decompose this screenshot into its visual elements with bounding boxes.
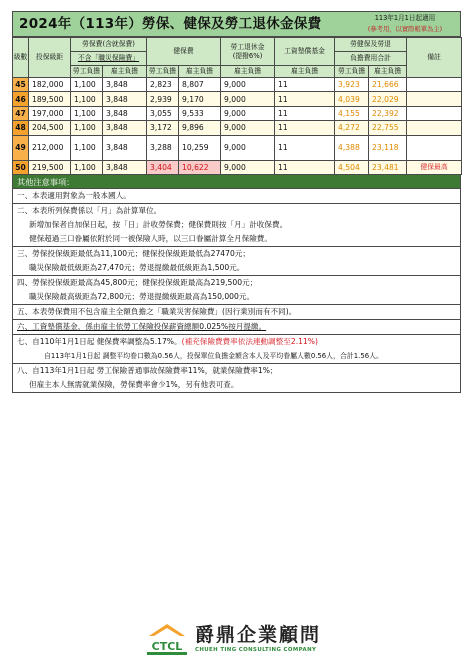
wage-fund-cell: 11	[275, 160, 335, 174]
note-8-text: 八、自113年1月1日起 勞工保險普通事故保險費率11%，就業保險費率1%；	[17, 365, 278, 375]
table-row	[13, 135, 462, 160]
labor-worker-cell: 1,100	[71, 106, 103, 120]
health-employer-cell: 8,807	[179, 78, 221, 92]
company-name-en: CHUEH TING CONSULTING COMPANY	[195, 646, 317, 653]
header-labor-worker: 勞工負擔	[71, 66, 103, 78]
labor-worker-cell: 1,100	[71, 92, 103, 106]
salary-cell: 189,500	[29, 92, 71, 106]
reference-note: (參考用，以實際帳單為主)	[367, 26, 443, 33]
company-logo	[147, 618, 327, 660]
page-title: 2024年（113年）勞保、健保及勞工退休金保費	[19, 16, 322, 32]
header-combined: 勞健保及勞退	[335, 38, 407, 52]
table-row	[13, 121, 462, 135]
labor-worker-cell: 1,100	[71, 121, 103, 135]
note-7a-text: 自113年1月1日起 調整平均眷口數為0.56人，投保單位負擔金額含本人及平均眷屬人數0.56人，合計1.56人。	[44, 351, 383, 360]
premium-sheet	[12, 11, 461, 393]
health-worker-cell: 3,288	[147, 135, 179, 160]
pension-cell: 9,000	[221, 92, 275, 106]
header-health-insurance: 健保費	[147, 38, 221, 66]
labor-employer-cell: 3,848	[103, 135, 147, 160]
notes-title: 其他注意事項：	[12, 175, 461, 189]
table-row	[13, 92, 462, 106]
header-excluding-occupational	[71, 52, 147, 66]
grade-cell: 46	[13, 92, 29, 106]
health-employer-cell: 10,259	[179, 135, 221, 160]
title-note	[350, 12, 460, 36]
notes-section	[12, 189, 461, 393]
wage-fund-cell: 11	[275, 121, 335, 135]
header-fund-employer: 雇主負擔	[275, 66, 335, 78]
total-employer-cell: 22,029	[369, 92, 407, 106]
health-worker-cell: 2,823	[147, 78, 179, 92]
header-combined-sub: 負擔費用合計	[335, 52, 407, 66]
header-health-employer: 雇主負擔	[179, 66, 221, 78]
header-remark: 備註	[407, 38, 462, 78]
title-bar	[12, 11, 461, 37]
header-grade: 級數	[13, 38, 29, 78]
header-pension-label: 勞工退休金	[230, 42, 265, 51]
labor-employer-cell: 3,848	[103, 92, 147, 106]
ctcl-logo-icon	[147, 622, 187, 656]
labor-worker-cell: 1,100	[71, 78, 103, 92]
labor-employer-cell: 3,848	[103, 160, 147, 174]
note-3	[13, 247, 460, 276]
total-employer-cell: 22,755	[369, 121, 407, 135]
table-row	[13, 160, 462, 174]
logo-mark-text: CTCL	[151, 640, 183, 653]
labor-employer-cell: 3,848	[103, 78, 147, 92]
header-total-employer: 雇主負擔	[369, 66, 407, 78]
header-labor-employer: 雇主負擔	[103, 66, 147, 78]
effective-date: 113年1月1日起適用	[374, 14, 436, 22]
note-4-text: 四、勞保投保級距最高為45,800元；健保投保級距最高為219,500元；	[17, 277, 258, 287]
note-7	[13, 335, 460, 364]
health-worker-cell: 3,055	[147, 106, 179, 120]
health-employer-cell: 9,896	[179, 121, 221, 135]
header-health-worker: 勞工負擔	[147, 66, 179, 78]
total-employer-cell: 23,118	[369, 135, 407, 160]
remark-cell	[407, 78, 462, 92]
salary-cell: 204,500	[29, 121, 71, 135]
note-5-text: 五、本表勞保費用不包含雇主全額負擔之「職業災害保險費」(因行業別而有不同)。	[17, 306, 297, 316]
grade-cell: 49	[13, 135, 29, 160]
header-pension	[221, 38, 275, 66]
note-2	[13, 204, 460, 247]
note-1	[13, 189, 460, 204]
remark-cell: 健保最高	[407, 160, 462, 174]
grade-cell: 48	[13, 121, 29, 135]
pension-cell: 9,000	[221, 106, 275, 120]
table-row	[13, 106, 462, 120]
health-employer-cell: 10,622	[179, 160, 221, 174]
note-5	[13, 305, 460, 320]
grade-cell: 50	[13, 160, 29, 174]
wage-fund-cell: 11	[275, 92, 335, 106]
labor-employer-cell: 3,848	[103, 121, 147, 135]
wage-fund-cell: 11	[275, 135, 335, 160]
total-employer-cell: 22,392	[369, 106, 407, 120]
note-6-text: 六、工資墊償基金，係由雇主依勞工保險投保薪資總額0.025%按月提繳。	[17, 321, 267, 331]
logo-text	[195, 624, 321, 655]
remark-cell	[407, 121, 462, 135]
grade-cell: 45	[13, 78, 29, 92]
header-excluding-occupational-label: 不含「職災保險費」	[77, 54, 140, 62]
total-worker-cell: 4,504	[335, 160, 369, 174]
labor-worker-cell: 1,100	[71, 160, 103, 174]
wage-fund-cell: 11	[275, 106, 335, 120]
total-worker-cell: 4,388	[335, 135, 369, 160]
remark-cell	[407, 135, 462, 160]
note-4	[13, 276, 460, 305]
total-employer-cell: 23,481	[369, 160, 407, 174]
pension-cell: 9,000	[221, 135, 275, 160]
note-3a-text: 職災保險最低級距為27,470元；勞退提繳最低級距為1,500元。	[29, 262, 245, 272]
labor-worker-cell: 1,100	[71, 135, 103, 160]
remark-cell	[407, 106, 462, 120]
grade-cell: 47	[13, 106, 29, 120]
health-worker-cell: 2,939	[147, 92, 179, 106]
pension-cell: 9,000	[221, 160, 275, 174]
total-worker-cell: 4,272	[335, 121, 369, 135]
premium-table	[12, 37, 462, 175]
pension-cell: 9,000	[221, 78, 275, 92]
header-pension-sub: (提撥6%)	[232, 51, 263, 60]
total-worker-cell: 4,155	[335, 106, 369, 120]
note-4a-text: 職災保險最高級距為72,800元；勞退提繳級距最高為150,000元。	[29, 291, 255, 301]
total-employer-cell: 21,666	[369, 78, 407, 92]
note-3-text: 三、勞保投保級距最低為11,100元；健保投保級距最低為27470元；	[17, 248, 250, 258]
health-worker-cell: 3,172	[147, 121, 179, 135]
health-worker-cell: 3,404	[147, 160, 179, 174]
company-name-cn: 爵鼎企業顧問	[195, 623, 322, 646]
salary-cell: 182,000	[29, 78, 71, 92]
remark-cell	[407, 92, 462, 106]
header-wage-fund: 工資墊償基金	[275, 38, 335, 66]
health-employer-cell: 9,533	[179, 106, 221, 120]
note-7-red-text: (補充保險費費率依法連動調整至2.11%)	[181, 336, 318, 346]
note-7-text: 七、自110年1月1日起 健保費率調整為5.17%。	[17, 336, 182, 346]
table-row	[13, 78, 462, 92]
header-insured-salary: 投保級距	[29, 38, 71, 78]
note-2a-text: 新增加保者自加保日起，按「日」計收勞保費；健保費則按「月」計收保費。	[29, 219, 288, 229]
labor-employer-cell: 3,848	[103, 106, 147, 120]
salary-cell: 212,000	[29, 135, 71, 160]
note-6	[13, 320, 460, 335]
header-pension-employer: 雇主負擔	[221, 66, 275, 78]
total-worker-cell: 3,923	[335, 78, 369, 92]
health-employer-cell: 9,170	[179, 92, 221, 106]
header-labor-insurance: 勞保費(含就保費)	[71, 38, 147, 52]
total-worker-cell: 4,039	[335, 92, 369, 106]
note-2b-text: 健保超過三口眷屬依附於同一被保險人時，以三口眷屬計算全月保險費。	[29, 233, 272, 243]
salary-cell: 197,000	[29, 106, 71, 120]
note-8a-text: 但雇主本人無需就業保險，勞保費率會少1%，另有他表可查。	[29, 379, 239, 389]
note-1-text: 一、本表適用對象為一般本國人。	[17, 190, 131, 200]
note-2-text: 二、本表所列保費係以「月」為計算單位。	[17, 205, 162, 215]
note-7-line	[17, 335, 460, 349]
header-total-worker: 勞工負擔	[335, 66, 369, 78]
wage-fund-cell: 11	[275, 78, 335, 92]
pension-cell: 9,000	[221, 121, 275, 135]
note-8	[13, 364, 460, 393]
salary-cell: 219,500	[29, 160, 71, 174]
